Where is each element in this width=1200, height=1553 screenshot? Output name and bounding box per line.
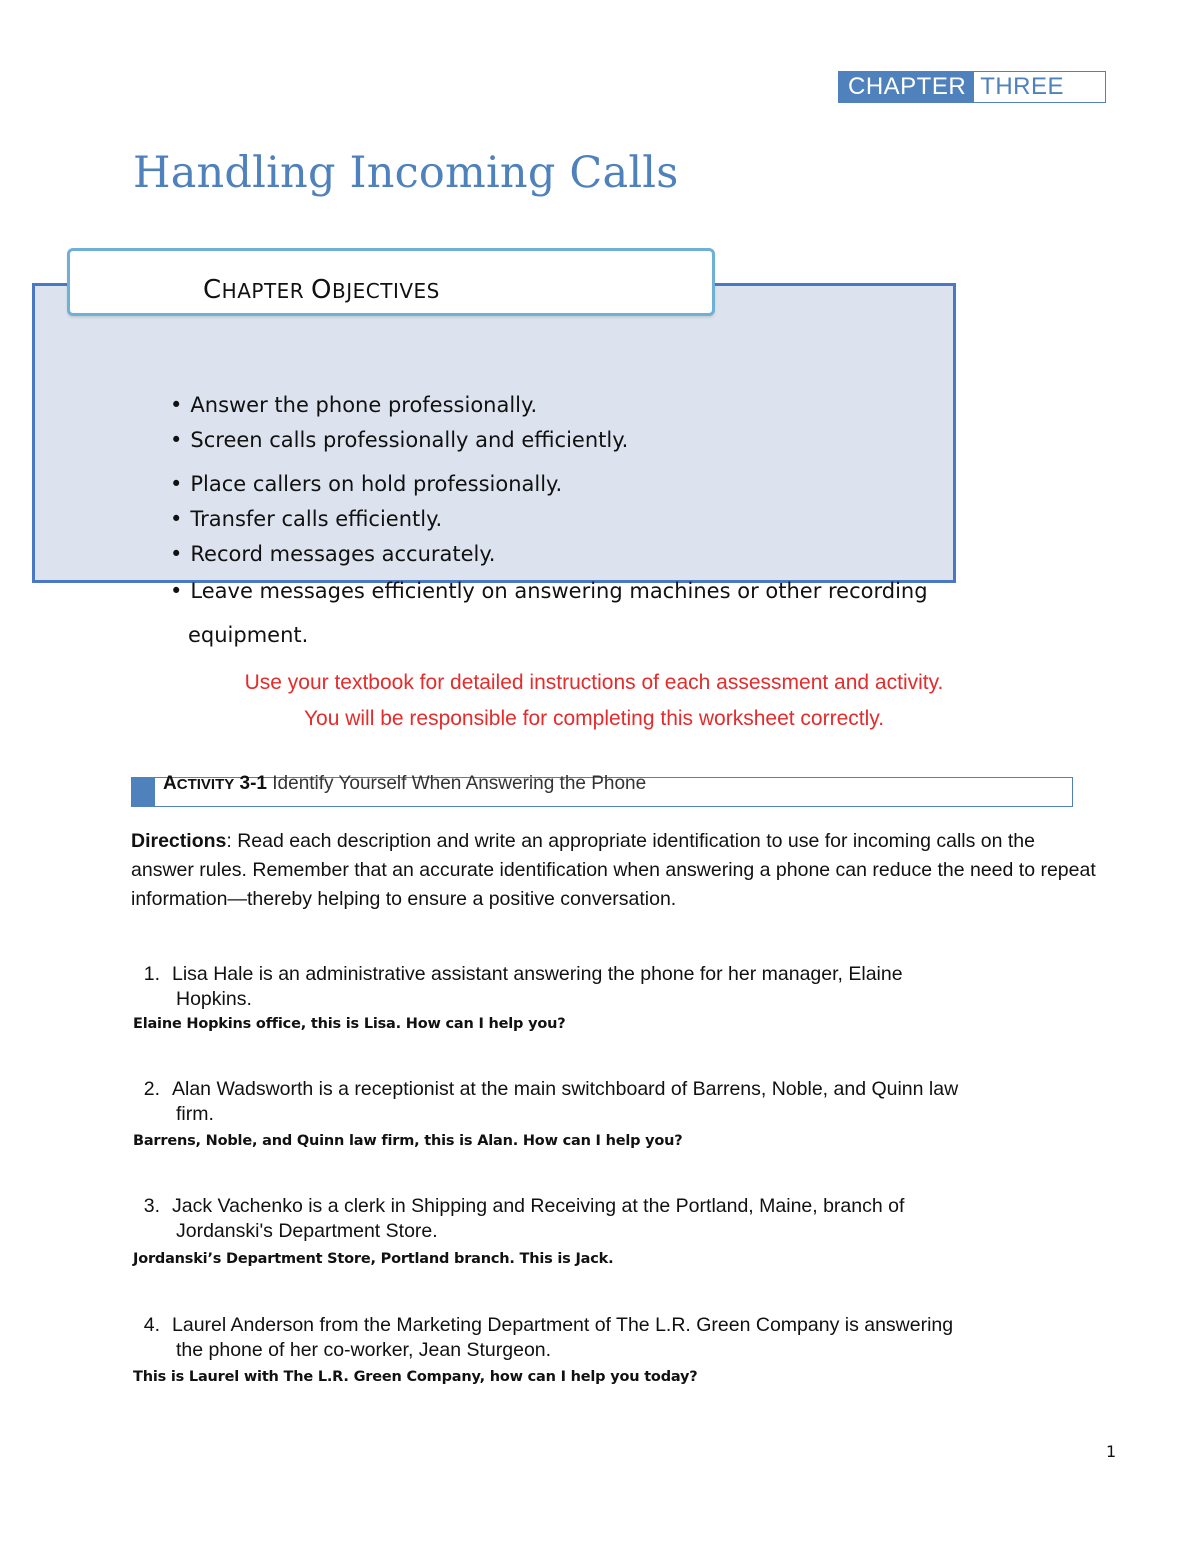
question-item: 1. Lisa Hale is an administrative assistant answering the phone for her manager, Elaine Hopkins. — [143, 963, 903, 1010]
answer-text: Barrens, Noble, and Quinn law firm, this is Alan. How can I help you? — [133, 1133, 683, 1149]
directions-label: Directions — [131, 830, 227, 852]
objective-item: • Screen calls professionally and efficiently. — [170, 428, 628, 452]
page-number: 1 — [1106, 1442, 1117, 1461]
question-item: 3. Jack Vachenko is a clerk in Shipping and Receiving at the Portland, Maine, branch of Jordanski's Department Store. — [143, 1195, 905, 1242]
answer-text: This is Laurel with The L.R. Green Company, how can I help you today? — [133, 1369, 698, 1385]
page-title: Handling Incoming Calls — [133, 148, 679, 198]
objectives-heading: CHAPTER OBJECTIVES — [203, 275, 440, 305]
activity-marker — [131, 777, 155, 807]
activity-title: ACTIVITY 3-1 Identify Yourself When Answering the Phone — [163, 773, 647, 794]
answer-text: Jordanski’s Department Store, Portland branch. This is Jack. — [133, 1251, 614, 1267]
chapter-label: CHAPTER — [839, 72, 974, 102]
chapter-badge — [838, 71, 1106, 103]
answer-text: Elaine Hopkins office, this is Lisa. How can I help you? — [133, 1016, 566, 1032]
objective-item: • Leave messages efficiently on answering machines or other recording — [170, 579, 928, 603]
objective-item: • Answer the phone professionally. — [170, 393, 537, 417]
objective-item-continuation: equipment. — [188, 623, 309, 647]
objective-item: • Place callers on hold professionally. — [170, 472, 562, 496]
instruction-note: You will be responsible for completing this worksheet correctly. — [303, 707, 885, 730]
directions-paragraph: Directions: Read each description and write an appropriate identification to use for incoming calls on the answer rules. Remember that an accurate identification when answering a phone can reduce the need to repeat information—thereby helping to ensure a positive conversation. — [131, 830, 1096, 910]
question-item: 2. Alan Wadsworth is a receptionist at the main switchboard of Barrens, Noble, and Quinn law firm. — [143, 1078, 959, 1125]
objective-item: • Transfer calls efficiently. — [170, 507, 442, 531]
instruction-note: Use your textbook for detailed instructions of each assessment and activity. — [244, 671, 944, 694]
objective-item: • Record messages accurately. — [170, 542, 496, 566]
chapter-number: THREE — [980, 73, 1065, 100]
question-item: 4. Laurel Anderson from the Marketing Department of The L.R. Green Company is answering the phone of her co-worker, Jean Sturgeon. — [143, 1314, 954, 1361]
